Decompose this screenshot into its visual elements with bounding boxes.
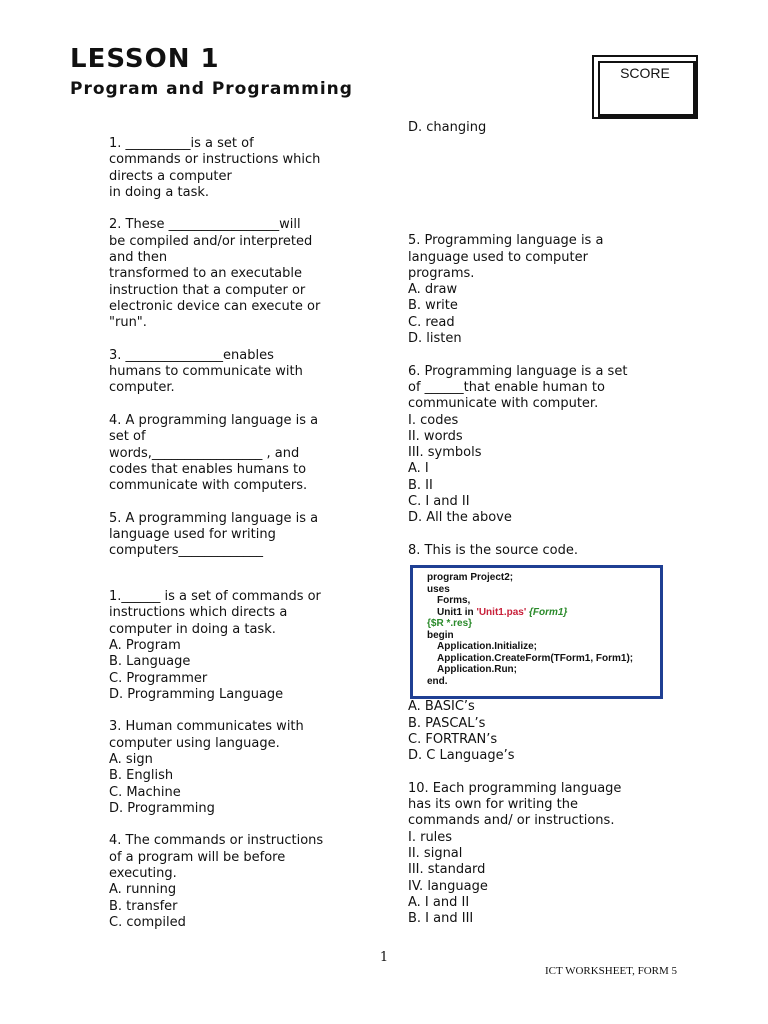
question-line: humans to communicate with	[109, 364, 303, 380]
question-line: "run".	[109, 315, 147, 331]
answer-option: B. write	[408, 298, 458, 314]
answer-option: I. rules	[408, 829, 453, 845]
question-line: language used to computer	[408, 249, 588, 265]
footer-label: ICT WORKSHEET, FORM 5	[545, 965, 678, 977]
answer-option: D. All the above	[408, 510, 512, 526]
question-line: commands or instructions which	[109, 152, 321, 168]
answer-option: B. PASCAL’s	[408, 715, 486, 731]
answer-option: B. I and III	[408, 911, 474, 927]
answer-option: A. sign	[109, 751, 153, 767]
question-line: programs.	[408, 265, 475, 281]
answer-option: D. changing	[408, 120, 487, 135]
answer-option: A. running	[109, 882, 177, 898]
question-line: set of	[109, 429, 146, 445]
question-line: executing.	[109, 866, 177, 882]
answer-option: C. FORTRAN’s	[408, 731, 498, 747]
question-line: instructions which directs a	[109, 605, 288, 621]
mc-question-1	[109, 589, 369, 703]
question-line: codes that enables humans to	[109, 461, 307, 477]
answer-option: D. Programming	[109, 800, 215, 816]
answer-option: D. C Language’s	[408, 748, 515, 764]
answer-option: III. symbols	[408, 445, 482, 461]
question-line: 1. __________is a set of	[109, 136, 254, 151]
question-line: words,_________________ , and	[109, 445, 300, 461]
fill-blank-question-2	[109, 217, 369, 331]
left-question-column	[109, 136, 369, 931]
right-question-column	[408, 120, 668, 927]
question-line: language used for writing	[109, 527, 276, 543]
answer-option: IV. language	[408, 878, 488, 894]
answer-option: C. Machine	[109, 784, 181, 800]
fill-blank-question-3	[109, 348, 369, 397]
answer-option: II. signal	[408, 845, 463, 861]
answer-option: A. I	[408, 461, 429, 477]
page-number: 1	[379, 950, 389, 965]
score-box	[592, 55, 698, 119]
mc-question-6	[408, 364, 668, 527]
question-line: and then	[109, 250, 168, 266]
question-line: 6. Programming language is a set	[408, 363, 628, 379]
code-line: uses	[427, 583, 450, 595]
question-line: commands and/ or instructions.	[408, 813, 615, 829]
answer-option: A. BASIC’s	[408, 699, 475, 715]
question-line: electronic device can execute or	[109, 298, 321, 314]
answer-option: C. compiled	[109, 914, 186, 930]
answer-option: A. draw	[408, 282, 458, 298]
question-line: 5. A programming language is a	[109, 510, 319, 526]
question-line: 1.______ is a set of commands or	[109, 589, 321, 605]
question-line: computers_____________	[109, 543, 263, 559]
fill-blank-question-4	[109, 413, 369, 494]
question-line: 3. _______________enables	[109, 347, 274, 363]
question-line: 3. Human communicates with	[109, 719, 304, 735]
question-line: has its own for writing the	[408, 797, 578, 813]
answer-option: I. codes	[408, 412, 459, 428]
score-label: SCORE	[620, 65, 670, 81]
question-line: in doing a task.	[109, 184, 210, 200]
answer-option: II. words	[408, 428, 463, 444]
answer-option: C. Programmer	[109, 670, 208, 686]
question-line: communicate with computer.	[408, 396, 599, 412]
answer-option: A. Program	[109, 637, 181, 653]
question-line: computer in doing a task.	[109, 621, 276, 637]
question-line: instruction that a computer or	[109, 282, 306, 298]
code-line: end.	[427, 675, 448, 687]
code-line: Application.CreateForm(TForm1, Form1);	[437, 652, 634, 664]
question-line: 4. A programming language is a	[109, 413, 319, 429]
question-line: be compiled and/or interpreted	[109, 233, 313, 249]
question-line: 5. Programming language is a	[408, 233, 604, 249]
mc-question-10	[408, 781, 668, 928]
answer-option: D. Programming Language	[109, 686, 284, 702]
code-line: program Project2;	[427, 572, 514, 584]
answer-option: A. I and II	[408, 894, 470, 910]
question-line: of a program will be before	[109, 849, 286, 865]
lesson-subtitle: Program and Programming	[70, 79, 353, 99]
code-line: Application.Initialize;	[437, 641, 538, 653]
question-line: 4. The commands or instructions	[109, 833, 324, 849]
question-line: 10. Each programming language	[408, 780, 622, 796]
fill-blank-question-1	[109, 136, 369, 201]
question-line: transformed to an executable	[109, 266, 303, 282]
answer-option: B. English	[109, 768, 174, 784]
answer-option: III. standard	[408, 862, 486, 878]
code-text: Unit1 in	[437, 606, 477, 618]
mc-question-8	[408, 543, 668, 764]
mc-question-3	[109, 719, 369, 817]
code-line: {$R *.res}	[427, 618, 473, 630]
answer-option: C. I and II	[408, 494, 470, 510]
answer-option: B. Language	[109, 654, 191, 670]
answer-option: C. read	[408, 314, 455, 330]
code-string: 'Unit1.pas'	[476, 606, 527, 618]
question-line: computer using language.	[109, 735, 280, 751]
code-line: Application.Run;	[437, 664, 517, 676]
question-line: 2. These _________________will	[109, 217, 301, 233]
code-line: Forms,	[437, 595, 471, 607]
question-line: of ______that enable human to	[408, 379, 605, 395]
code-comment: {Form1}	[526, 606, 568, 618]
answer-option: B. II	[408, 477, 433, 493]
answer-option: D. listen	[408, 331, 462, 347]
mc-question-4	[109, 833, 369, 931]
lesson-title: LESSON 1	[70, 44, 220, 74]
code-line: begin	[427, 629, 454, 641]
question-line: 8. This is the source code.	[408, 542, 579, 558]
code-line	[427, 607, 660, 619]
question-line: computer.	[109, 380, 175, 396]
question-line: communicate with computers.	[109, 478, 308, 494]
source-code-figure	[410, 565, 663, 699]
answer-option: B. transfer	[109, 898, 178, 914]
question-line: directs a computer	[109, 168, 232, 184]
fill-blank-question-5	[109, 511, 369, 560]
mc-question-5	[408, 233, 668, 347]
